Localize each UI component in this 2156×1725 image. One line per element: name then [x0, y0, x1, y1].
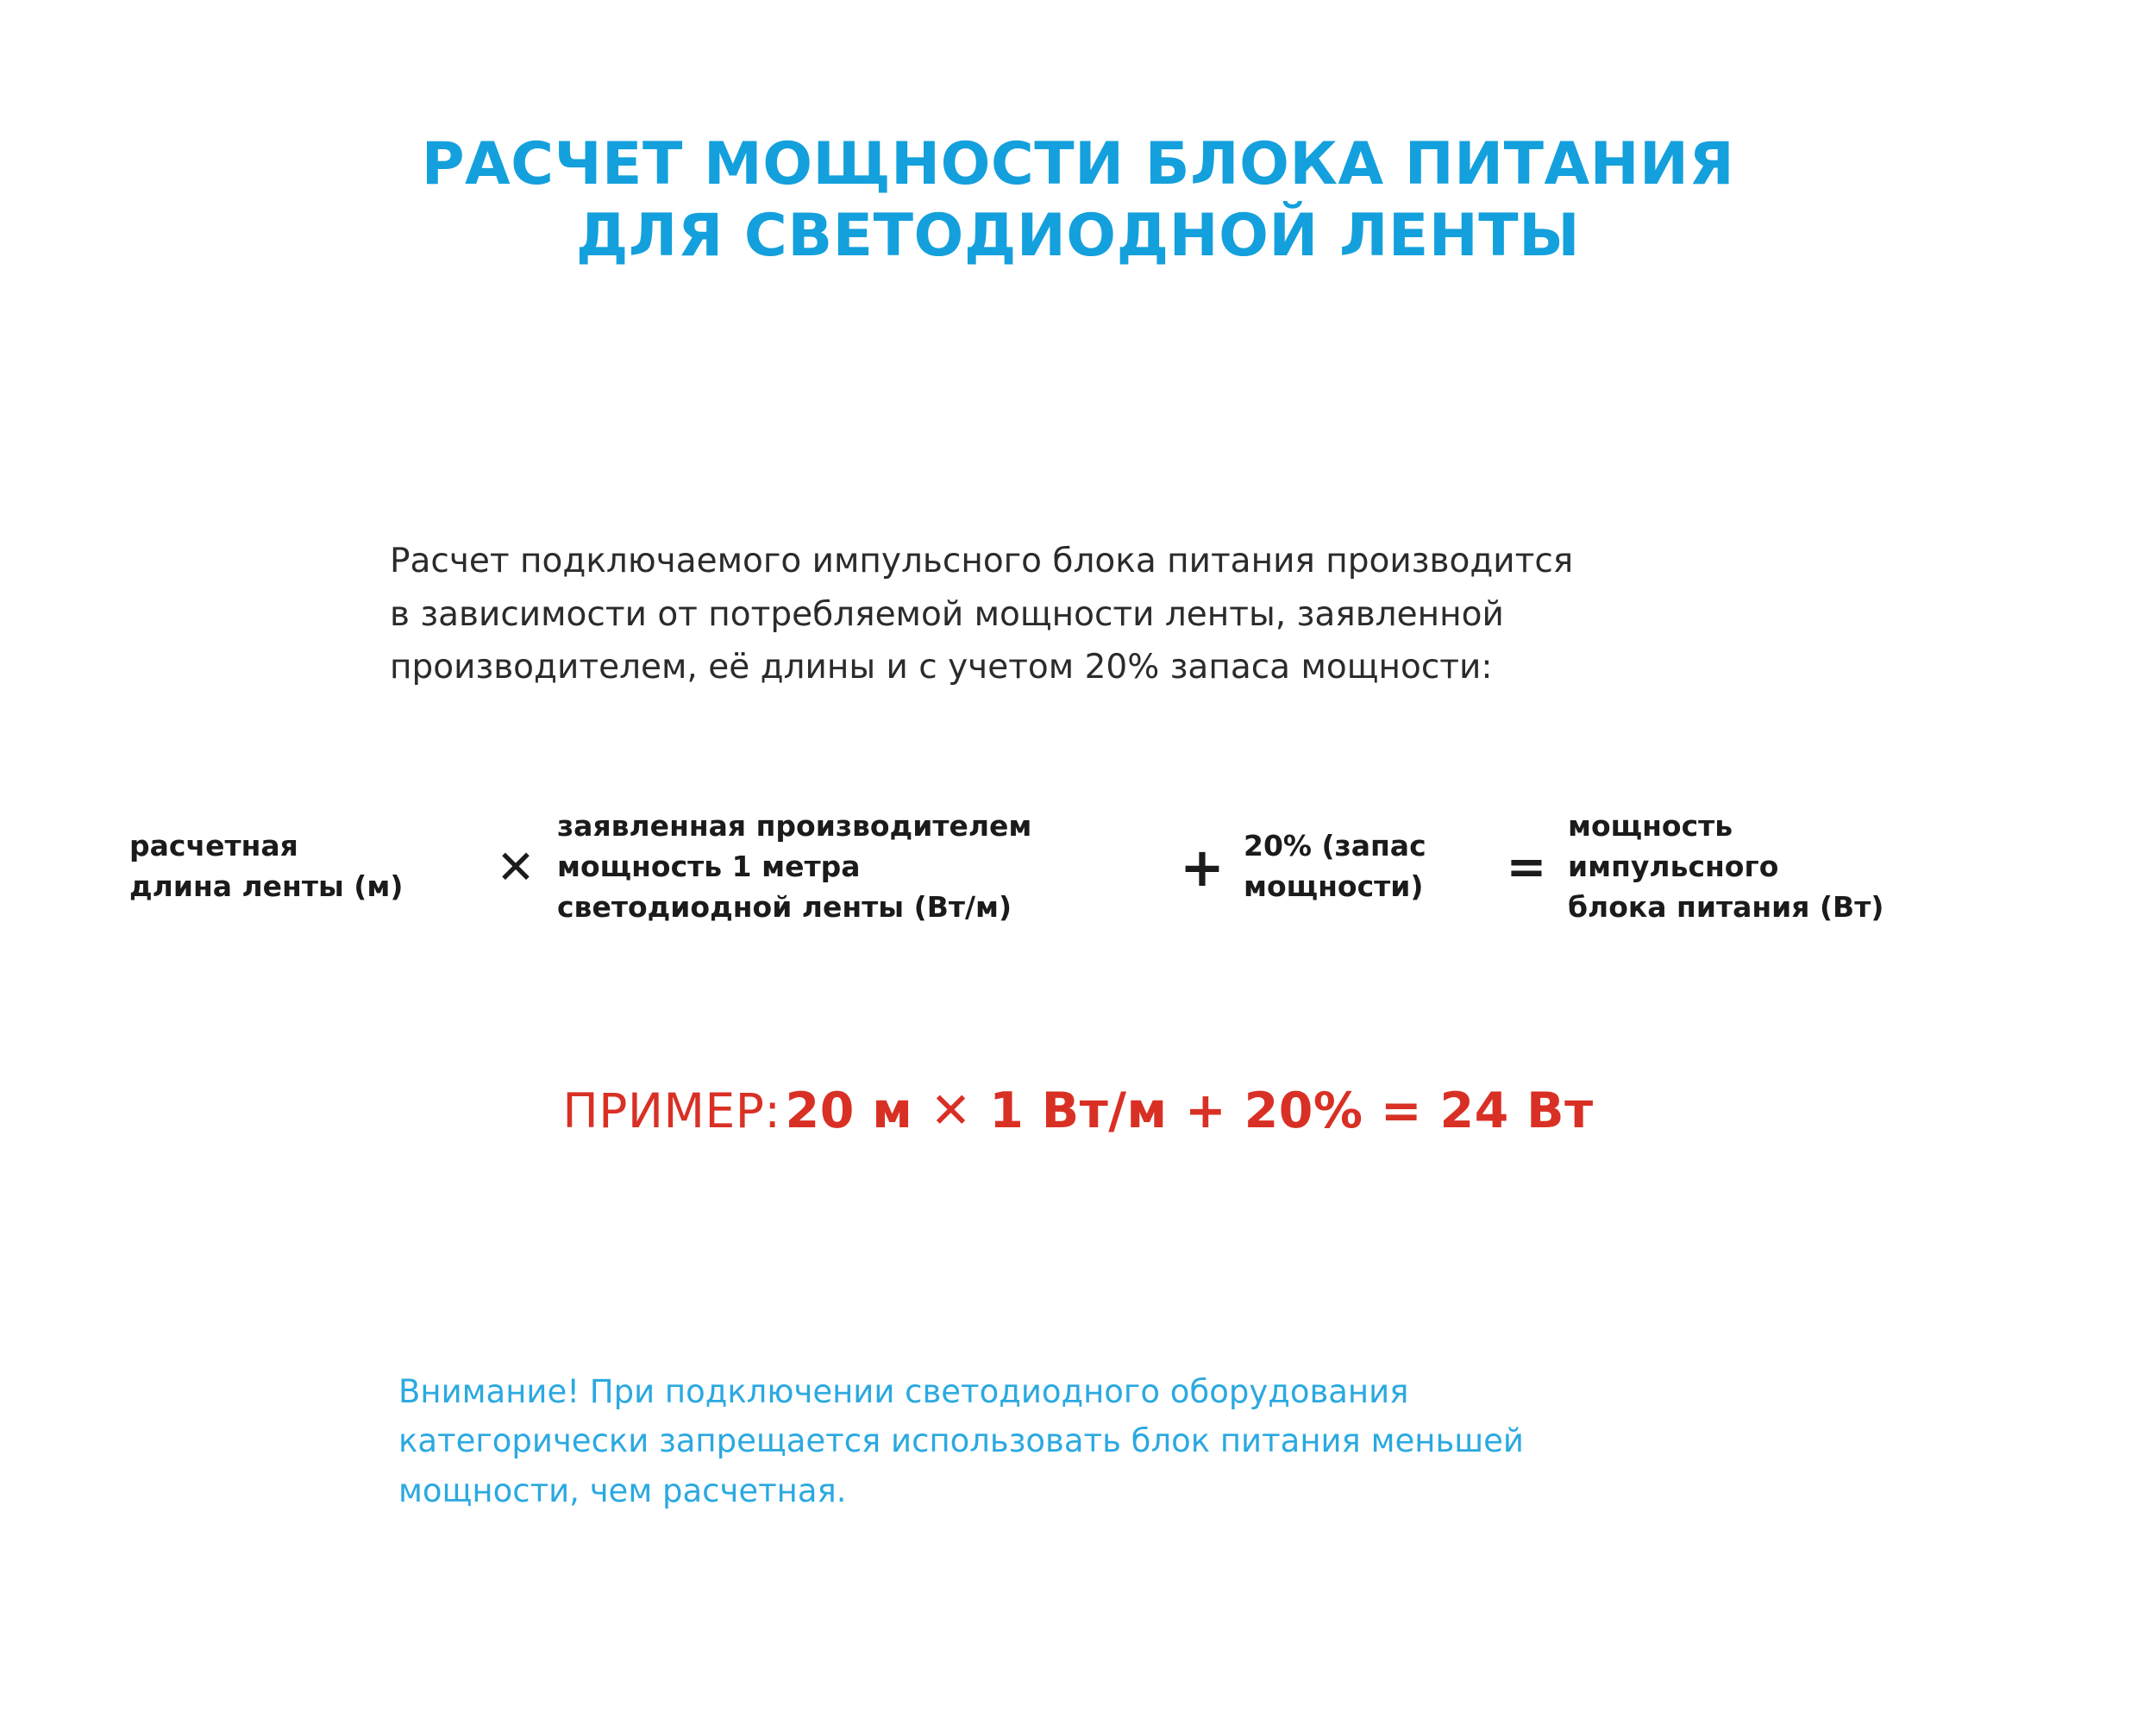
formula-term-strip-length-line-2: длина ленты (м)	[129, 869, 404, 904]
intro-line-2: в зависимости от потребляемой мощности ленты, заявленной	[390, 594, 1504, 634]
formula-term-result-power-line-1: мощность	[1568, 809, 1733, 843]
warning-note	[398, 1367, 1865, 1515]
intro-line-1: Расчет подключаемого импульсного блока питания производится	[390, 542, 1574, 580]
page-title-line-2: ДЛЯ СВЕТОДИОДНОЙ ЛЕНТЫ	[575, 201, 1581, 270]
formula-term-power-per-meter-line-1: заявленная производителем	[557, 809, 1032, 843]
example-line	[0, 1082, 2156, 1139]
formula-term-power-per-meter-line-3: светодиодной ленты (Вт/м)	[557, 889, 1012, 924]
formula-row	[129, 806, 2053, 928]
formula-term-strip-length	[129, 826, 474, 907]
page-title	[0, 129, 2156, 273]
formula-term-reserve-line-1: 20% (запас	[1244, 829, 1426, 863]
page-title-line-1: РАСЧЕТ МОЩНОСТИ БЛОКА ПИТАНИЯ	[421, 130, 1735, 198]
warning-note-line-2: категорически запрещается использовать блок питания меньшей	[398, 1422, 1524, 1460]
formula-term-reserve	[1244, 826, 1485, 907]
multiply-icon: ✕	[496, 839, 536, 894]
example-label: ПРИМЕР:	[562, 1083, 781, 1138]
formula-term-result-power-line-2: импульсного	[1568, 849, 1779, 883]
plus-icon: +	[1180, 835, 1225, 899]
formula-term-power-per-meter	[557, 806, 1161, 928]
formula-term-result-power-line-3: блока питания (Вт)	[1568, 889, 1884, 924]
formula-term-result-power	[1568, 806, 1973, 928]
formula-term-power-per-meter-line-2: мощность 1 метра	[557, 849, 861, 883]
intro-paragraph	[390, 535, 1804, 694]
warning-note-line-3: мощности, чем расчетная.	[398, 1471, 847, 1509]
intro-line-3: производителем, её длины и с учетом 20% запаса мощности:	[390, 648, 1493, 687]
warning-note-line-1: Внимание! При подключении светодиодного оборудования	[398, 1373, 1409, 1410]
formula-term-strip-length-line-1: расчетная	[129, 829, 298, 863]
example-value: 20 м ✕ 1 Вт/м + 20% = 24 Вт	[785, 1082, 1594, 1139]
formula-term-reserve-line-2: мощности)	[1244, 869, 1424, 904]
equals-icon: =	[1506, 838, 1547, 895]
